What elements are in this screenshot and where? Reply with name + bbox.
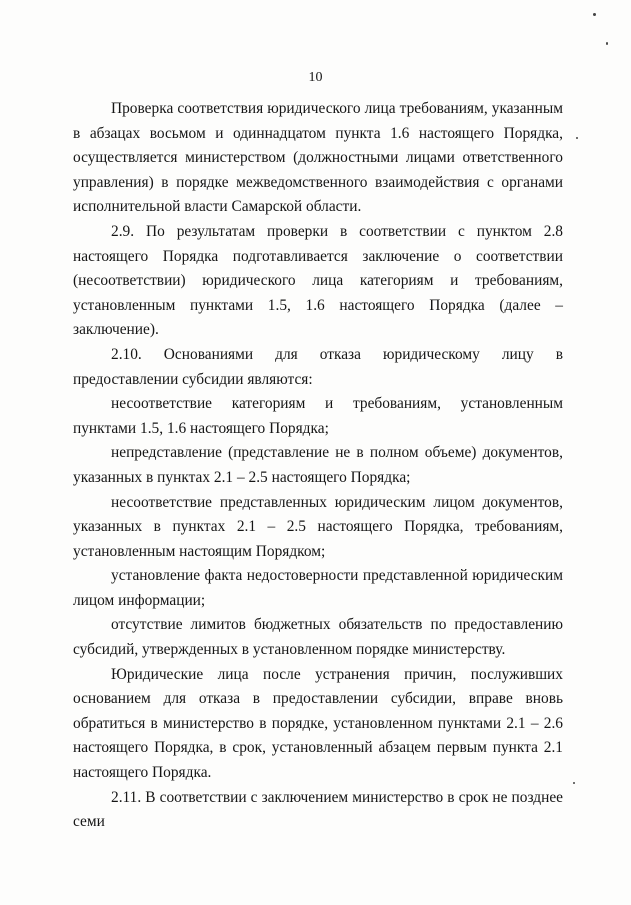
refusal-ground-5: отсутствие лимитов бюджетных обязательств по предоставлению субсидий, утвержденных в установленном порядке министерству. <box>73 616 563 659</box>
paragraph-reapplication: Юридические лица после устранения причин, послуживших основанием для отказа в предоставлении субсидии, вправе вновь обратиться в министерство в порядке, установленном пунктами 2.1 – 2.6 настоящего Порядка, в срок, установленный абзацем первым пункта 2.1 настоящего Порядка. <box>73 665 563 782</box>
paragraph-2-11: 2.11. В соответствии с заключением министерство в срок не позднее семи <box>73 788 563 831</box>
scan-speck <box>593 13 596 16</box>
paragraph-2-10: 2.10. Основаниями для отказа юридическому лицу в предоставлении субсидии являются: <box>73 345 563 388</box>
scan-speck <box>606 42 608 45</box>
scan-speck <box>573 782 575 784</box>
refusal-ground-2: непредставление (представление не в полном объеме) документов, указанных в пунктах 2.1 – 2.5 настоящего Порядка; <box>73 444 563 486</box>
page-number: 10 <box>308 70 323 85</box>
refusal-ground-3: несоответствие представленных юридическим лицом документов, указанных в пунктах 2.1 – 2.5 настоящего Порядка, требованиям, установленным настоящим Порядком; <box>73 493 563 560</box>
paragraph-2-9: 2.9. По результатам проверки в соответствии с пунктом 2.8 настоящего Порядка подготавливается заключение о соответствии (несоответствии) юридического лица категориям и требованиям, установленным пунктами 1.5, 1.6 настоящего Порядка (далее – заключение). <box>73 222 563 339</box>
refusal-ground-4: установление факта недостоверности представленной юридическим лицом информации; <box>73 567 563 609</box>
document-body <box>73 97 563 835</box>
refusal-ground-1: несоответствие категориям и требованиям, установленным пунктами 1.5, 1.6 настоящего Порядка; <box>73 395 563 437</box>
scan-speck <box>576 137 578 139</box>
paragraph-verification: Проверка соответствия юридического лица требованиям, указанным в абзацах восьмом и одиннадцатом пункта 1.6 настоящего Порядка, осуществляется министерством (должностными лицами ответственного управления) в порядке межведомственного взаимодействия с органами исполнительной власти Самарской области. <box>73 100 563 216</box>
